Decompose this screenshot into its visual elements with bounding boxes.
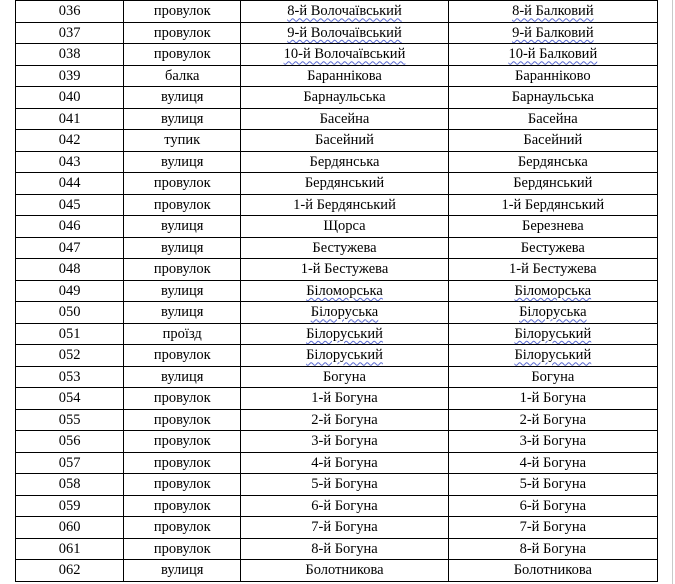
- new-name-cell: [448, 44, 657, 66]
- table-row: [16, 130, 658, 152]
- row-number-text: 036: [58, 3, 81, 20]
- new-name-text: Басейна: [527, 110, 578, 127]
- old-name-text: 9-й Волочаївський: [287, 24, 402, 41]
- street-type-text: провулок: [153, 390, 211, 407]
- street-type-text: балка: [165, 67, 200, 84]
- row-number-text: 046: [58, 218, 81, 235]
- street-type-text: провулок: [153, 3, 211, 20]
- row-number-text: 053: [58, 368, 81, 385]
- new-name-cell: [448, 388, 657, 410]
- new-name-cell: [448, 452, 657, 474]
- row-number-text: 039: [58, 67, 81, 84]
- street-type-cell: [124, 44, 241, 66]
- table-row: [16, 431, 658, 453]
- row-number-text: 054: [58, 390, 81, 407]
- old-name-cell: [241, 409, 448, 431]
- street-type-cell: [124, 259, 241, 281]
- street-type-cell: [124, 388, 241, 410]
- street-type-cell: [124, 65, 241, 87]
- street-type-text: вулиця: [161, 304, 204, 321]
- row-number-text: 043: [58, 153, 81, 170]
- street-type-cell: [124, 216, 241, 238]
- street-type-cell: [124, 302, 241, 324]
- row-number-text: 052: [58, 347, 81, 364]
- row-number-cell: [16, 366, 124, 388]
- row-number-cell: [16, 151, 124, 173]
- street-type-cell: [124, 452, 241, 474]
- street-type-text: провулок: [153, 175, 211, 192]
- table-row: [16, 173, 658, 195]
- street-type-text: вулиця: [161, 562, 204, 579]
- row-number-cell: [16, 517, 124, 539]
- old-name-text: Болотникова: [305, 562, 384, 579]
- new-name-text: 6-й Богуна: [519, 497, 587, 514]
- row-number-cell: [16, 560, 124, 582]
- street-type-text: вулиця: [161, 89, 204, 106]
- old-name-cell: [241, 323, 448, 345]
- row-number-cell: [16, 259, 124, 281]
- row-number-cell: [16, 1, 124, 23]
- old-name-text: Бестужева: [312, 239, 377, 256]
- old-name-text: 7-й Богуна: [311, 519, 378, 536]
- old-name-cell: [241, 44, 448, 66]
- old-name-cell: [241, 87, 448, 109]
- table-row: [16, 560, 658, 582]
- new-name-text: 4-й Богуна: [519, 454, 587, 471]
- street-type-text: вулиця: [161, 153, 204, 170]
- street-type-cell: [124, 108, 241, 130]
- new-name-text: Біломорська: [514, 282, 592, 299]
- table-row: [16, 65, 658, 87]
- row-number-cell: [16, 130, 124, 152]
- street-type-text: провулок: [153, 24, 211, 41]
- old-name-cell: [241, 474, 448, 496]
- row-number-text: 051: [58, 325, 81, 342]
- new-name-text: Білоруський: [514, 347, 592, 364]
- street-type-cell: [124, 431, 241, 453]
- new-name-cell: [448, 280, 657, 302]
- table-row: [16, 22, 658, 44]
- street-type-text: вулиця: [161, 368, 204, 385]
- row-number-text: 058: [58, 476, 81, 493]
- row-number-cell: [16, 431, 124, 453]
- row-number-cell: [16, 194, 124, 216]
- street-type-cell: [124, 517, 241, 539]
- street-type-cell: [124, 237, 241, 259]
- new-name-cell: [448, 302, 657, 324]
- old-name-text: 8-й Волочаївський: [287, 3, 402, 20]
- table-row: [16, 1, 658, 23]
- new-name-text: Барнаульська: [511, 89, 594, 106]
- old-name-text: 1-й Бестужева: [300, 261, 389, 278]
- old-name-cell: [241, 22, 448, 44]
- street-type-cell: [124, 1, 241, 23]
- old-name-text: 1-й Богуна: [311, 390, 378, 407]
- old-name-text: 5-й Богуна: [311, 476, 378, 493]
- street-type-text: вулиця: [161, 239, 204, 256]
- new-name-text: Баранніково: [515, 67, 591, 84]
- row-number-text: 045: [58, 196, 81, 213]
- street-type-text: провулок: [153, 454, 211, 471]
- new-name-text: Білоруська: [519, 304, 587, 321]
- old-name-cell: [241, 345, 448, 367]
- table-row: [16, 237, 658, 259]
- street-type-text: вулиця: [161, 218, 204, 235]
- new-name-text: 1-й Бердянський: [501, 196, 605, 213]
- new-name-text: Бестужева: [520, 239, 585, 256]
- row-number-text: 037: [58, 24, 81, 41]
- old-name-text: Богуна: [322, 368, 366, 385]
- table-row: [16, 323, 658, 345]
- old-name-cell: [241, 130, 448, 152]
- new-name-cell: [448, 108, 657, 130]
- row-number-cell: [16, 216, 124, 238]
- new-name-cell: [448, 495, 657, 517]
- table-row: [16, 538, 658, 560]
- street-type-cell: [124, 345, 241, 367]
- street-type-text: вулиця: [161, 110, 204, 127]
- old-name-cell: [241, 237, 448, 259]
- row-number-cell: [16, 280, 124, 302]
- new-name-cell: [448, 560, 657, 582]
- old-name-cell: [241, 108, 448, 130]
- row-number-cell: [16, 452, 124, 474]
- new-name-text: 8-й Богуна: [519, 540, 587, 557]
- street-type-cell: [124, 495, 241, 517]
- old-name-text: Басейний: [315, 132, 374, 149]
- row-number-text: 061: [58, 540, 81, 557]
- table-row: [16, 108, 658, 130]
- street-type-text: провулок: [153, 347, 211, 364]
- street-type-cell: [124, 560, 241, 582]
- new-name-cell: [448, 1, 657, 23]
- street-type-text: проїзд: [162, 325, 202, 342]
- row-number-cell: [16, 495, 124, 517]
- old-name-text: Білоруський: [306, 347, 383, 364]
- row-number-cell: [16, 173, 124, 195]
- row-number-cell: [16, 65, 124, 87]
- row-number-text: 057: [58, 454, 81, 471]
- old-name-text: Бердянський: [304, 175, 385, 192]
- street-type-cell: [124, 323, 241, 345]
- street-rename-table: [15, 0, 658, 582]
- new-name-text: Богуна: [531, 368, 575, 385]
- page-edge: [672, 0, 673, 584]
- table-row: [16, 302, 658, 324]
- row-number-text: 060: [58, 519, 81, 536]
- old-name-cell: [241, 216, 448, 238]
- new-name-text: Бердянський: [513, 175, 593, 192]
- new-name-cell: [448, 65, 657, 87]
- row-number-text: 062: [58, 562, 81, 579]
- row-number-cell: [16, 538, 124, 560]
- table-row: [16, 44, 658, 66]
- street-type-cell: [124, 194, 241, 216]
- new-name-text: 5-й Богуна: [519, 476, 587, 493]
- new-name-cell: [448, 237, 657, 259]
- old-name-cell: [241, 65, 448, 87]
- old-name-text: 10-й Волочаївський: [283, 46, 406, 63]
- new-name-text: 10-й Балковий: [508, 46, 598, 63]
- street-type-cell: [124, 366, 241, 388]
- street-type-cell: [124, 87, 241, 109]
- old-name-cell: [241, 495, 448, 517]
- table-row: [16, 495, 658, 517]
- new-name-text: Болотникова: [513, 562, 592, 579]
- table-row: [16, 280, 658, 302]
- new-name-cell: [448, 22, 657, 44]
- old-name-cell: [241, 431, 448, 453]
- new-name-text: 9-й Балковий: [512, 24, 594, 41]
- old-name-text: 2-й Богуна: [311, 411, 378, 428]
- new-name-text: 8-й Балковий: [512, 3, 594, 20]
- row-number-cell: [16, 237, 124, 259]
- table-row: [16, 87, 658, 109]
- row-number-cell: [16, 345, 124, 367]
- row-number-text: 038: [58, 46, 81, 63]
- street-type-text: провулок: [153, 411, 211, 428]
- table-row: [16, 194, 658, 216]
- table-body: [16, 1, 658, 582]
- old-name-text: Білоруська: [310, 304, 379, 321]
- old-name-cell: [241, 452, 448, 474]
- table-row: [16, 452, 658, 474]
- row-number-text: 049: [58, 282, 81, 299]
- new-name-cell: [448, 194, 657, 216]
- old-name-text: 8-й Богуна: [311, 540, 378, 557]
- new-name-cell: [448, 366, 657, 388]
- new-name-text: Бердянська: [517, 153, 588, 170]
- new-name-text: 1-й Богуна: [519, 390, 587, 407]
- new-name-text: 3-й Богуна: [519, 433, 587, 450]
- row-number-cell: [16, 302, 124, 324]
- new-name-text: Басейний: [523, 132, 583, 149]
- row-number-cell: [16, 44, 124, 66]
- street-type-text: провулок: [153, 519, 211, 536]
- old-name-cell: [241, 1, 448, 23]
- table-row: [16, 366, 658, 388]
- row-number-cell: [16, 22, 124, 44]
- old-name-text: Бердянська: [309, 153, 380, 170]
- row-number-text: 044: [58, 175, 81, 192]
- row-number-cell: [16, 474, 124, 496]
- new-name-cell: [448, 151, 657, 173]
- street-type-text: провулок: [153, 476, 211, 493]
- old-name-text: Басейна: [319, 110, 370, 127]
- table-row: [16, 388, 658, 410]
- old-name-cell: [241, 173, 448, 195]
- new-name-cell: [448, 87, 657, 109]
- row-number-cell: [16, 87, 124, 109]
- new-name-cell: [448, 173, 657, 195]
- new-name-text: 2-й Богуна: [519, 411, 587, 428]
- row-number-text: 047: [58, 239, 81, 256]
- street-type-cell: [124, 409, 241, 431]
- old-name-cell: [241, 366, 448, 388]
- old-name-cell: [241, 259, 448, 281]
- old-name-text: 1-й Бердянський: [293, 196, 396, 213]
- old-name-text: 4-й Богуна: [311, 454, 378, 471]
- row-number-text: 059: [58, 497, 81, 514]
- new-name-cell: [448, 538, 657, 560]
- street-type-text: провулок: [153, 261, 211, 278]
- table-row: [16, 517, 658, 539]
- old-name-text: Білоруський: [306, 325, 383, 342]
- row-number-text: 048: [58, 261, 81, 278]
- old-name-cell: [241, 560, 448, 582]
- street-type-text: тупик: [164, 132, 201, 149]
- old-name-text: Барнаульська: [303, 89, 386, 106]
- new-name-cell: [448, 474, 657, 496]
- new-name-cell: [448, 345, 657, 367]
- new-name-text: Березнева: [522, 218, 584, 235]
- old-name-cell: [241, 388, 448, 410]
- new-name-cell: [448, 517, 657, 539]
- street-type-cell: [124, 22, 241, 44]
- street-type-cell: [124, 538, 241, 560]
- old-name-text: Щорса: [323, 218, 366, 235]
- row-number-text: 050: [58, 304, 81, 321]
- street-type-text: провулок: [153, 540, 211, 557]
- old-name-cell: [241, 151, 448, 173]
- old-name-text: 6-й Богуна: [311, 497, 378, 514]
- row-number-text: 056: [58, 433, 81, 450]
- street-type-text: провулок: [153, 196, 211, 213]
- street-type-text: провулок: [153, 497, 211, 514]
- new-name-text: Білоруський: [514, 325, 592, 342]
- row-number-cell: [16, 323, 124, 345]
- old-name-cell: [241, 302, 448, 324]
- new-name-cell: [448, 323, 657, 345]
- row-number-text: 041: [58, 110, 81, 127]
- street-type-cell: [124, 474, 241, 496]
- street-type-cell: [124, 130, 241, 152]
- old-name-cell: [241, 194, 448, 216]
- row-number-cell: [16, 388, 124, 410]
- old-name-text: Бараннікова: [307, 67, 382, 84]
- old-name-cell: [241, 538, 448, 560]
- new-name-cell: [448, 431, 657, 453]
- table-row: [16, 151, 658, 173]
- street-type-text: провулок: [153, 46, 211, 63]
- new-name-cell: [448, 259, 657, 281]
- row-number-text: 040: [58, 89, 81, 106]
- street-type-cell: [124, 173, 241, 195]
- row-number-text: 055: [58, 411, 81, 428]
- new-name-cell: [448, 216, 657, 238]
- new-name-cell: [448, 130, 657, 152]
- table-row: [16, 409, 658, 431]
- new-name-cell: [448, 409, 657, 431]
- row-number-cell: [16, 108, 124, 130]
- old-name-text: 3-й Богуна: [311, 433, 378, 450]
- street-type-cell: [124, 280, 241, 302]
- street-type-text: вулиця: [161, 282, 204, 299]
- old-name-text: Біломорська: [306, 282, 383, 299]
- street-type-text: провулок: [153, 433, 211, 450]
- table-row: [16, 259, 658, 281]
- street-type-cell: [124, 151, 241, 173]
- new-name-text: 1-й Бестужева: [509, 261, 597, 278]
- new-name-text: 7-й Богуна: [519, 519, 587, 536]
- table-row: [16, 216, 658, 238]
- old-name-cell: [241, 517, 448, 539]
- table-row: [16, 474, 658, 496]
- row-number-cell: [16, 409, 124, 431]
- table-row: [16, 345, 658, 367]
- old-name-cell: [241, 280, 448, 302]
- row-number-text: 042: [58, 132, 81, 149]
